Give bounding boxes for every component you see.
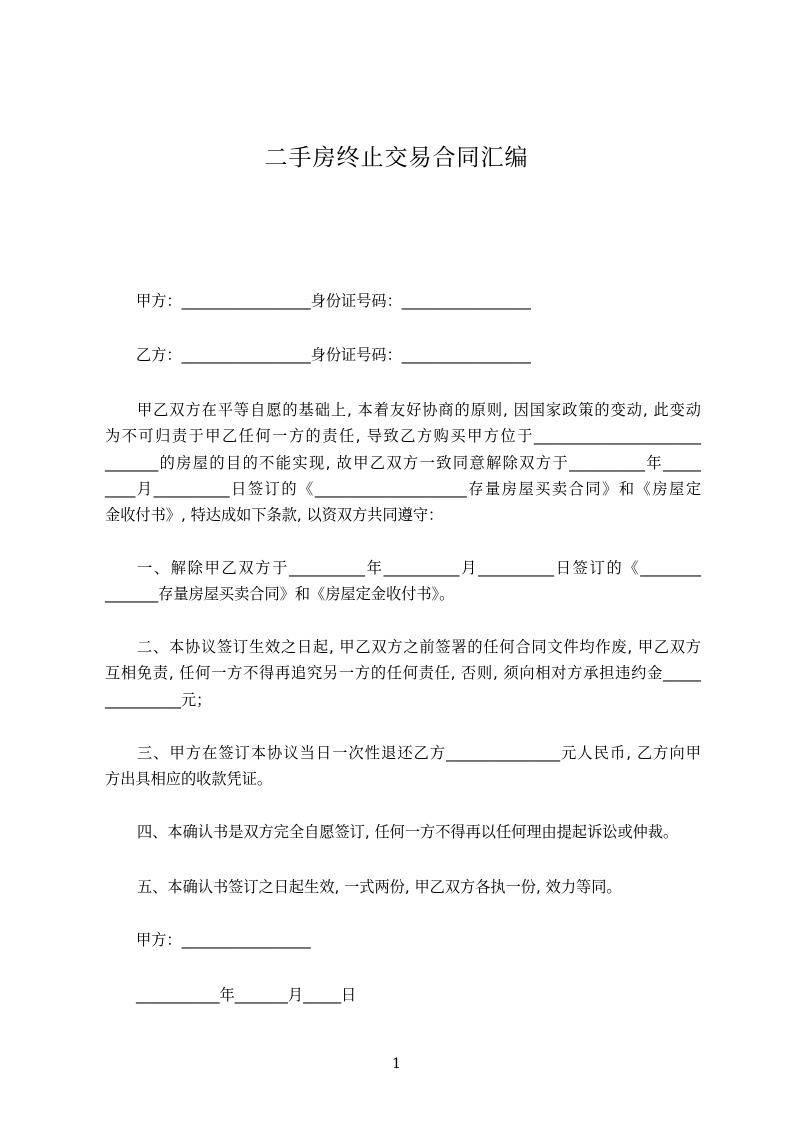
document-title: 二手房终止交易合同汇编 [264,145,529,171]
clause-3-line-2: 方出具相应的收款凭证。 [105,770,273,788]
party-a-line: 甲方：_________________身份证号码：_________________ [136,292,531,310]
clause-4-line: 四、本确认书是双方完全自愿签订, 任何一方不得再以任何理由提起诉讼或仲裁。 [137,823,679,841]
clause-5-line: 五、本确认书签订之日起生效, 一式两份, 甲乙双方各执一份, 效力等同。 [137,878,622,896]
signature-date: ___________年_______月_____日 [136,986,357,1004]
preamble-line-1: 甲乙双方在平等自愿的基础上, 本着友好协商的原则, 因国家政策的变动, 此变动 [137,401,701,419]
party-b-line: 乙方：_________________身份证号码：_________________ [136,346,531,364]
preamble-line-3: _______的房屋的目的不能实现, 故甲乙双方一致同意解除双方于__________年_____ [105,454,701,472]
preamble-line-4: ____月__________日签订的《____________________存量房屋买卖合同》和《房屋定 [105,480,701,498]
clause-3-line-1: 三、甲方在签订本协议当日一次性退还乙方_______________元人民币, 乙方向甲 [137,744,701,762]
clause-1-line-2: _______存量房屋买卖合同》和《房屋定金收付书》。 [105,585,455,603]
clause-2-line-1: 二、本协议签订生效之日起, 甲乙双方之前签署的任何合同文件均作废, 甲乙双方 [137,638,701,656]
preamble-line-5: 金收付书》, 特达成如下条款, 以资双方共同遵守： [105,506,444,524]
preamble-line-2: 为不可归责于甲乙任何一方的责任, 导致乙方购买甲方位于______________________ [105,427,701,445]
signature-party-a: 甲方：_________________ [136,931,311,949]
page-number: 1 [392,1056,401,1072]
clause-2-line-2: 互相免责, 任何一方不得再追究另一方的任何责任, 否则, 须向相对方承担违约金_____ [105,664,701,682]
clause-2-line-3: __________元； [105,691,212,709]
clause-1-line-1: 一、解除甲乙双方于__________年__________月__________日签订的《________ [137,559,701,577]
